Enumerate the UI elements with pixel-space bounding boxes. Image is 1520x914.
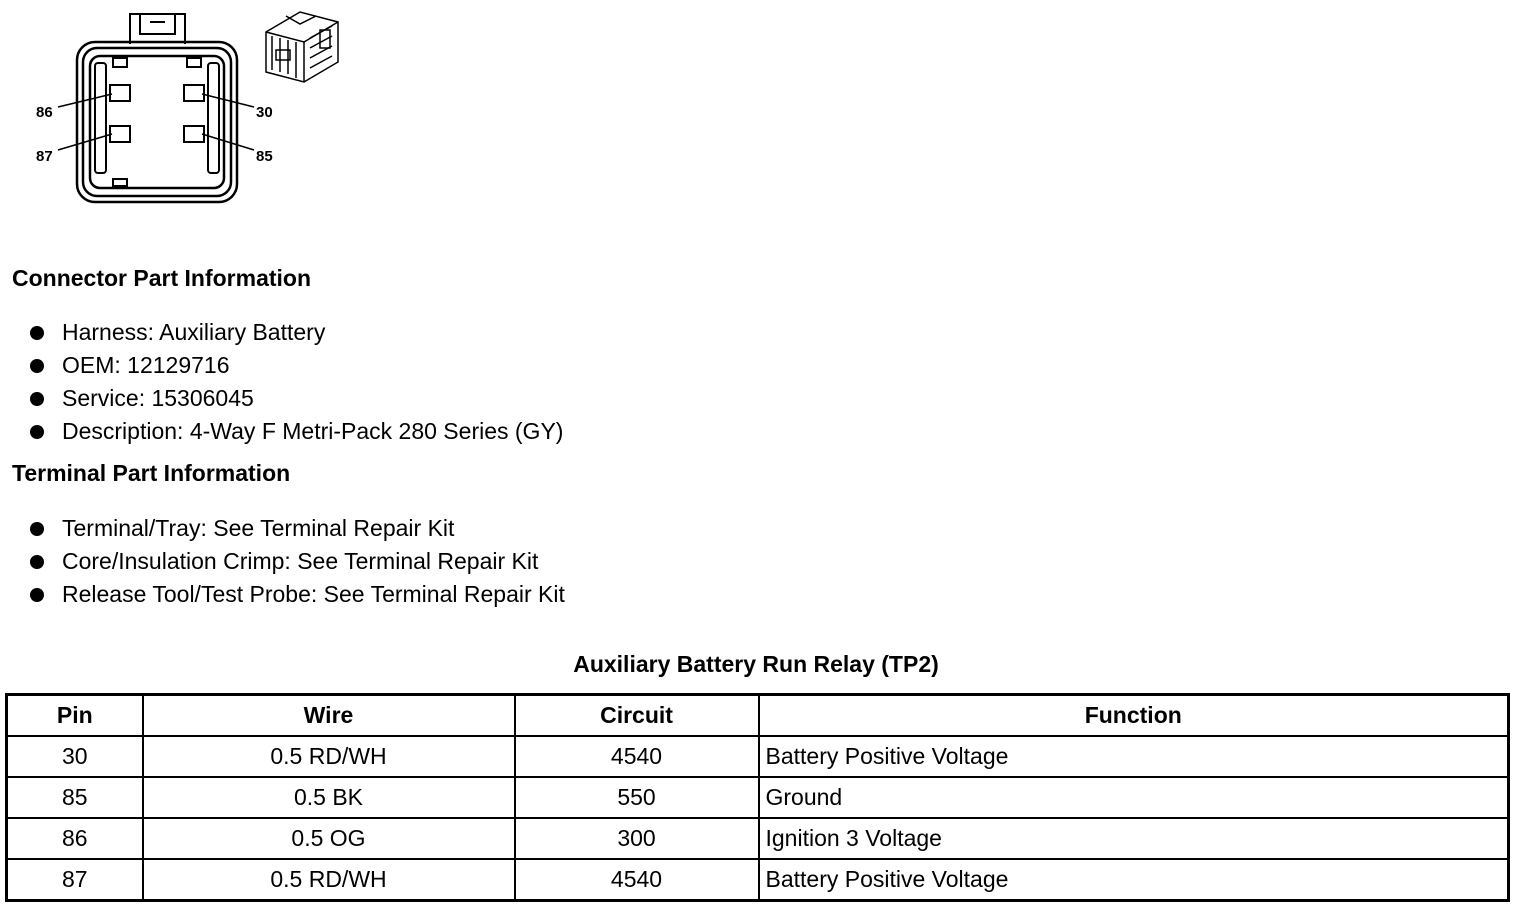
list-item [30, 316, 563, 349]
bullet-icon [30, 522, 44, 536]
list-item [30, 578, 565, 611]
table-header-row [7, 695, 1509, 737]
list-item-text: Terminal/Tray: See Terminal Repair Kit [62, 515, 455, 541]
list-item [30, 382, 563, 415]
cavity-85 [184, 126, 204, 142]
list-item [30, 545, 565, 578]
table-row [7, 736, 1509, 777]
list-item [30, 512, 565, 545]
header-function: Function [759, 695, 1509, 737]
cell-wire: 0.5 BK [143, 777, 515, 818]
bullet-icon [30, 425, 44, 439]
list-item-text: Core/Insulation Crimp: See Terminal Repair Kit [62, 548, 539, 574]
connector-housing [77, 42, 237, 202]
list-item-text: Description: 4-Way F Metri-Pack 280 Series (GY) [62, 418, 564, 444]
cavity-30 [184, 85, 204, 101]
cavity-86 [110, 85, 130, 101]
connector-face-diagram [0, 0, 360, 220]
connector-thumbnail [266, 12, 338, 82]
cell-circuit: 300 [515, 818, 759, 859]
terminal-info-heading: Terminal Part Information [12, 460, 291, 486]
cell-pin: 87 [7, 859, 143, 901]
cell-wire: 0.5 OG [143, 818, 515, 859]
cell-circuit: 550 [515, 777, 759, 818]
table-row [7, 818, 1509, 859]
list-item-text: OEM: 12129716 [62, 352, 230, 378]
cell-function: Battery Positive Voltage [759, 859, 1509, 901]
table-title: Auxiliary Battery Run Relay (TP2) [573, 651, 939, 677]
list-item [30, 415, 563, 448]
bullet-icon [30, 326, 44, 340]
cell-wire: 0.5 RD/WH [143, 859, 515, 901]
cell-circuit: 4540 [515, 859, 759, 901]
cavity-87 [110, 126, 130, 142]
pin-table [5, 693, 1510, 902]
table-row [7, 777, 1509, 818]
pin-label-85: 85 [256, 148, 273, 165]
terminal-info-list [30, 512, 565, 611]
bullet-icon [30, 359, 44, 373]
cell-pin: 30 [7, 736, 143, 777]
pin-label-86: 86 [36, 104, 53, 121]
connector-guides [95, 58, 219, 186]
table-row [7, 859, 1509, 901]
connector-info-list [30, 316, 563, 448]
pin-label-30: 30 [256, 104, 273, 121]
connector-info-heading: Connector Part Information [12, 265, 312, 291]
connector-latch [130, 14, 185, 44]
bullet-icon [30, 588, 44, 602]
header-pin: Pin [7, 695, 143, 737]
list-item-text: Service: 15306045 [62, 385, 254, 411]
list-item-text: Harness: Auxiliary Battery [62, 319, 326, 345]
list-item-text: Release Tool/Test Probe: See Terminal Repair Kit [62, 581, 565, 607]
header-wire: Wire [143, 695, 515, 737]
cell-pin: 86 [7, 818, 143, 859]
bullet-icon [30, 392, 44, 406]
cell-function: Battery Positive Voltage [759, 736, 1509, 777]
terminal-cavities [110, 85, 204, 142]
bullet-icon [30, 555, 44, 569]
header-circuit: Circuit [515, 695, 759, 737]
cell-function: Ignition 3 Voltage [759, 818, 1509, 859]
list-item [30, 349, 563, 382]
pin-label-87: 87 [36, 148, 53, 165]
cell-wire: 0.5 RD/WH [143, 736, 515, 777]
cell-function: Ground [759, 777, 1509, 818]
cell-pin: 85 [7, 777, 143, 818]
cell-circuit: 4540 [515, 736, 759, 777]
